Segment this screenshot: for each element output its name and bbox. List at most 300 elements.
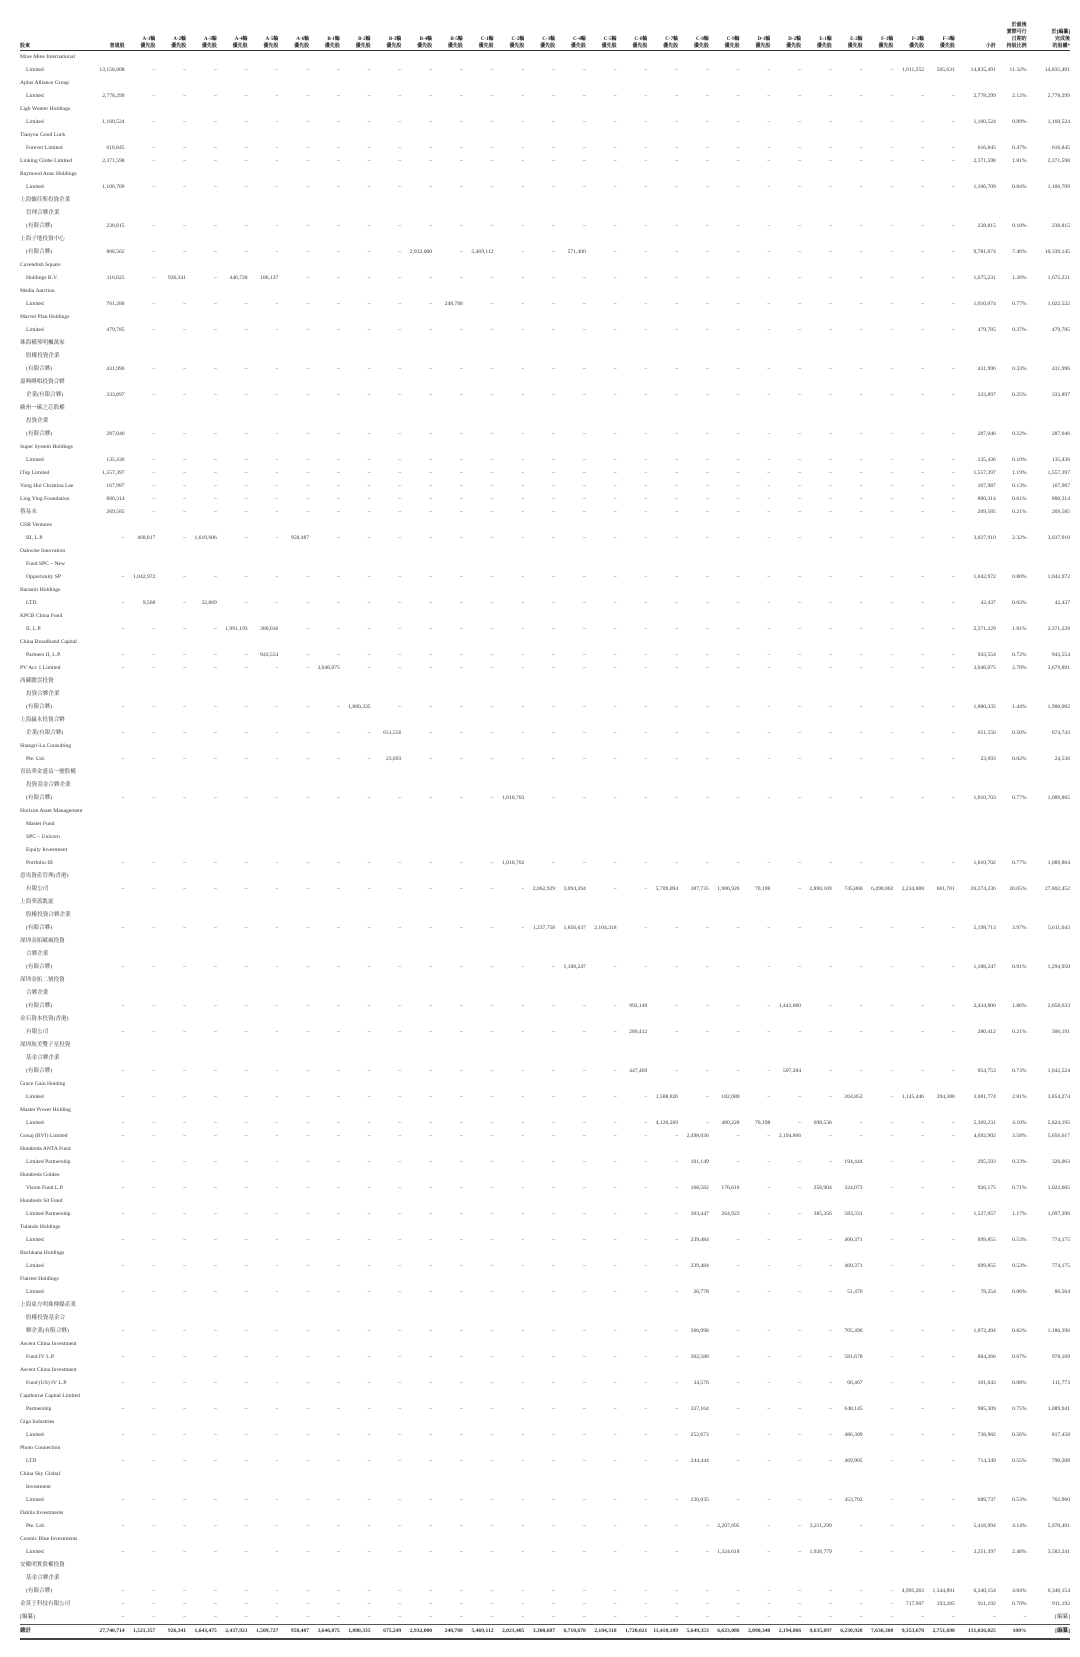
table-cell (401, 1273, 432, 1286)
table-cell: – (398, 470, 402, 476)
table-cell (217, 168, 248, 181)
table-cell (617, 1364, 648, 1377)
table-cell: – (429, 431, 433, 437)
table-cell (955, 194, 996, 207)
table-cell (1027, 610, 1070, 623)
table-cell (832, 129, 863, 142)
table-cell: – (214, 1549, 217, 1555)
shareholder-name: China Sky Global (20, 1471, 61, 1477)
table-cell (617, 974, 648, 987)
table-cell (678, 545, 709, 558)
table-cell (1027, 1338, 1070, 1351)
table-cell: – (552, 535, 556, 541)
table-cell: – (952, 860, 955, 866)
shareholder-name: Limited (26, 184, 44, 190)
table-cell (678, 1039, 709, 1052)
table-cell (863, 1416, 894, 1429)
table-cell (955, 1078, 996, 1091)
table-cell (248, 1169, 279, 1182)
table-cell (955, 1221, 996, 1234)
table-cell: 1,557,397 (102, 470, 125, 476)
table-cell (463, 1312, 494, 1325)
table-cell: – (798, 1601, 802, 1607)
column-header: C-2輪 優先股 (509, 37, 525, 49)
table-cell (1027, 103, 1070, 116)
table-cell: – (398, 119, 402, 125)
table-cell: – (521, 1497, 525, 1503)
table-cell (125, 519, 156, 532)
table-cell (863, 376, 894, 389)
table-cell: – (367, 223, 371, 229)
table-row (20, 155, 1070, 168)
table-cell (186, 1039, 217, 1052)
table-cell (863, 1364, 894, 1377)
table-cell (401, 636, 432, 649)
table-cell (924, 818, 955, 831)
table-cell (740, 415, 771, 428)
table-cell (494, 1559, 525, 1572)
table-cell: – (706, 574, 709, 580)
table-cell: – (214, 1211, 217, 1217)
table-cell: – (367, 1523, 371, 1529)
table-cell (155, 610, 186, 623)
table-cell: – (306, 626, 310, 632)
table-cell (463, 636, 494, 649)
table-cell (647, 194, 678, 207)
table-cell: – (337, 1263, 340, 1269)
table-cell: – (244, 1289, 248, 1295)
table-cell: – (244, 1523, 248, 1529)
table-cell (248, 1273, 279, 1286)
table-cell (801, 558, 832, 571)
table-cell: – (552, 574, 556, 580)
table-cell (309, 402, 340, 415)
table-cell: – (736, 704, 740, 710)
table-cell (432, 909, 463, 922)
table-cell (801, 1507, 832, 1520)
table-cell (678, 168, 709, 181)
table-cell (309, 350, 340, 363)
table-cell (309, 1039, 340, 1052)
table-cell: – (275, 1523, 279, 1529)
table-cell (832, 1416, 863, 1429)
table-cell: – (275, 67, 279, 73)
table-cell: – (736, 158, 740, 164)
table-cell (494, 1533, 525, 1546)
table-cell: 66,467 (847, 1380, 863, 1386)
table-cell: – (152, 1458, 156, 1464)
table-cell (801, 909, 832, 922)
table-cell (678, 233, 709, 246)
table-cell (647, 805, 678, 818)
table-cell: – (644, 1406, 648, 1412)
table-cell (770, 831, 801, 844)
table-cell: – (613, 1185, 617, 1191)
table-cell: – (829, 626, 832, 632)
table-cell: 2,371,598 (973, 158, 996, 164)
table-cell: – (736, 1237, 740, 1243)
table-cell: – (552, 600, 556, 606)
table-cell: 387,735 (690, 886, 709, 892)
table-cell: – (429, 93, 433, 99)
table-cell (340, 1195, 371, 1208)
table-cell (248, 207, 279, 220)
table-cell (832, 1390, 863, 1403)
table-cell (248, 376, 279, 389)
table-cell (647, 779, 678, 792)
table-cell (832, 1169, 863, 1182)
table-cell: – (767, 392, 771, 398)
table-row (20, 792, 1070, 805)
table-cell (371, 1312, 402, 1325)
table-cell (709, 51, 740, 65)
table-cell: – (152, 184, 156, 190)
table-cell (340, 636, 371, 649)
table-cell (340, 1481, 371, 1494)
table-cell (617, 779, 648, 792)
table-cell (248, 974, 279, 987)
table-cell: 167,987 (1051, 483, 1070, 489)
table-cell (463, 896, 494, 909)
table-cell: – (337, 1588, 340, 1594)
table-cell: 648,145 (844, 1406, 863, 1412)
table-cell: – (244, 730, 248, 736)
table-cell: 1,344,891 (932, 1588, 955, 1594)
table-cell (401, 376, 432, 389)
table-cell (770, 675, 801, 688)
table-cell: – (214, 756, 217, 762)
table-row (20, 1312, 1070, 1325)
table-cell (801, 259, 832, 272)
table-cell: – (767, 1328, 771, 1334)
table-cell: – (183, 496, 187, 502)
table-cell: – (583, 1289, 586, 1295)
table-cell: – (337, 535, 340, 541)
table-cell: – (921, 1185, 925, 1191)
table-cell (586, 1468, 617, 1481)
table-cell (617, 1312, 648, 1325)
table-cell (278, 1273, 309, 1286)
table-cell: 1,588,826 (655, 1094, 679, 1100)
table-cell: – (337, 1328, 340, 1334)
shareholder-name: Limited (26, 1120, 44, 1126)
table-cell (155, 831, 186, 844)
table-cell: – (152, 886, 156, 892)
table-cell (555, 1078, 586, 1091)
table-cell (371, 1572, 402, 1585)
table-cell (893, 1442, 924, 1455)
table-cell: – (829, 1159, 832, 1165)
table-cell: 135,436 (977, 457, 996, 463)
table-cell: – (367, 574, 371, 580)
table-cell: – (644, 431, 648, 437)
table-cell (770, 1312, 801, 1325)
table-cell (278, 688, 309, 701)
table-cell (186, 896, 217, 909)
table-cell (893, 909, 924, 922)
table-cell: 3,681,774 (973, 1094, 996, 1100)
table-cell (709, 1390, 740, 1403)
table-cell (524, 1416, 555, 1429)
table-cell: – (429, 795, 433, 801)
table-cell (770, 350, 801, 363)
table-cell: – (306, 925, 310, 931)
table-cell (340, 194, 371, 207)
table-cell (863, 77, 894, 90)
table-cell (248, 51, 279, 65)
table-cell (340, 350, 371, 363)
table-cell (647, 1312, 678, 1325)
table-cell (996, 558, 1027, 571)
table-cell (996, 51, 1027, 65)
table-cell: – (429, 730, 433, 736)
table-cell (155, 376, 186, 389)
table-cell: – (275, 1588, 279, 1594)
table-cell: – (367, 366, 371, 372)
table-cell (996, 1312, 1027, 1325)
table-cell: – (367, 1601, 371, 1607)
table-cell: – (244, 431, 248, 437)
table-cell (278, 1299, 309, 1312)
table-cell (432, 402, 463, 415)
table-cell: – (521, 93, 525, 99)
table-cell (555, 1052, 586, 1065)
table-cell (340, 688, 371, 701)
table-cell (432, 194, 463, 207)
table-cell (555, 1559, 586, 1572)
table-cell: – (675, 470, 679, 476)
table-cell: – (337, 1211, 340, 1217)
table-cell (463, 376, 494, 389)
table-cell: – (214, 145, 217, 151)
table-cell (863, 558, 894, 571)
table-cell (125, 51, 156, 65)
table-cell (494, 714, 525, 727)
table-cell: – (275, 457, 279, 463)
table-cell (770, 896, 801, 909)
table-cell: – (214, 964, 217, 970)
table-cell: – (183, 795, 187, 801)
table-cell (893, 1013, 924, 1026)
shareholder-name: Ascent China Investment (20, 1367, 77, 1373)
table-cell: – (521, 1328, 525, 1334)
table-cell: – (921, 1380, 925, 1386)
table-cell (678, 636, 709, 649)
table-cell (1027, 285, 1070, 298)
table-cell: – (583, 93, 586, 99)
table-cell (401, 1299, 432, 1312)
table-cell: – (644, 223, 648, 229)
table-cell: – (552, 275, 556, 281)
table-cell (94, 1195, 125, 1208)
table-cell (463, 1481, 494, 1494)
table-cell (955, 1104, 996, 1117)
table-cell (678, 207, 709, 220)
table-cell (524, 636, 555, 649)
table-cell (740, 740, 771, 753)
table-cell (371, 1169, 402, 1182)
table-cell (832, 194, 863, 207)
table-cell (647, 337, 678, 350)
table-cell (832, 350, 863, 363)
table-cell: – (613, 665, 617, 671)
table-cell: – (521, 730, 525, 736)
table-cell: – (460, 67, 463, 73)
table-cell (740, 350, 771, 363)
table-cell: – (736, 600, 740, 606)
table-cell (955, 350, 996, 363)
table-cell: – (521, 756, 525, 762)
table-cell: – (244, 1458, 248, 1464)
table-cell: 1,880,335 (340, 1625, 371, 1640)
table-cell: – (644, 1289, 648, 1295)
table-cell (617, 1221, 648, 1234)
table-cell (863, 1039, 894, 1052)
table-cell (432, 896, 463, 909)
table-cell (647, 519, 678, 532)
table-cell: – (337, 509, 340, 515)
table-cell: 674,743 (1051, 730, 1070, 736)
table-cell: – (952, 496, 955, 502)
table-cell (494, 766, 525, 779)
table-cell (924, 1169, 955, 1182)
table-cell (555, 545, 586, 558)
table-cell: – (859, 67, 863, 73)
table-cell (647, 909, 678, 922)
table-cell (371, 1143, 402, 1156)
table-cell (770, 1052, 801, 1065)
table-cell (770, 1481, 801, 1494)
table-cell (340, 545, 371, 558)
table-cell: – (706, 1068, 709, 1074)
table-cell (740, 636, 771, 649)
table-cell (955, 779, 996, 792)
column-header: A-2輪 優先股 (171, 37, 187, 49)
table-cell (647, 1533, 678, 1546)
table-cell (832, 285, 863, 298)
table-cell (863, 896, 894, 909)
table-cell: 20.05% (1009, 886, 1027, 892)
shareholder-name: Gonaj (BVI) Limited (20, 1133, 68, 1139)
table-cell: – (214, 1003, 217, 1009)
table-cell: – (736, 1601, 740, 1607)
table-cell (401, 51, 432, 65)
table-cell: – (244, 249, 248, 255)
table-cell: – (829, 301, 832, 307)
table-cell: 2,194,866 (778, 1133, 802, 1139)
table-cell (678, 1572, 709, 1585)
table-cell: – (214, 249, 217, 255)
table-cell: – (644, 860, 648, 866)
table-cell: 2,234,808 (901, 886, 925, 892)
table-cell: 460,371 (844, 1237, 863, 1243)
table-cell (863, 870, 894, 883)
table-cell (924, 1533, 955, 1546)
table-cell: – (829, 795, 832, 801)
table-cell: – (460, 1380, 463, 1386)
table-cell: – (214, 574, 217, 580)
table-cell (709, 1273, 740, 1286)
table-cell (801, 948, 832, 961)
table-cell (617, 688, 648, 701)
table-cell (770, 51, 801, 65)
table-cell (524, 688, 555, 701)
table-cell (155, 1468, 186, 1481)
table-cell: – (706, 145, 709, 151)
table-cell: – (398, 535, 402, 541)
table-cell: 954,753 (977, 1068, 996, 1074)
table-cell: – (275, 184, 279, 190)
table-cell: – (952, 158, 955, 164)
table-cell: – (890, 1601, 894, 1607)
table-cell (770, 1533, 801, 1546)
table-cell: – (460, 1406, 463, 1412)
table-cell: – (244, 535, 248, 541)
table-cell (709, 1195, 740, 1208)
table-cell: – (460, 626, 463, 632)
table-cell: 0.03% (1012, 600, 1027, 606)
table-cell (617, 441, 648, 454)
table-cell (770, 441, 801, 454)
table-cell (955, 766, 996, 779)
table-cell: 0.25% (1012, 392, 1027, 398)
table-row (20, 1208, 1070, 1221)
table-cell (125, 1169, 156, 1182)
table-cell (586, 1338, 617, 1351)
table-cell: – (859, 366, 863, 372)
table-cell (401, 584, 432, 597)
table-cell: – (214, 652, 217, 658)
table-cell: – (490, 535, 494, 541)
table-cell: – (521, 457, 525, 463)
table-cell: – (183, 327, 187, 333)
table-cell: – (460, 1133, 463, 1139)
table-cell (740, 168, 771, 181)
table-cell (1027, 441, 1070, 454)
table-cell (278, 1338, 309, 1351)
table-cell: – (183, 457, 187, 463)
table-row (20, 1247, 1070, 1260)
table-cell: – (460, 1029, 463, 1035)
table-cell (996, 545, 1027, 558)
table-cell (955, 1169, 996, 1182)
table-cell (524, 1468, 555, 1481)
shareholder-name: Fund IV L.P. (26, 1354, 55, 1360)
table-cell: 943,554 (260, 652, 279, 658)
table-cell: 705,496 (844, 1328, 863, 1334)
table-cell (555, 805, 586, 818)
table-cell: – (890, 1354, 894, 1360)
table-cell: – (429, 1497, 433, 1503)
table-cell (524, 1052, 555, 1065)
table-cell: – (767, 795, 771, 801)
table-cell: – (337, 886, 340, 892)
table-cell: – (398, 1458, 402, 1464)
table-cell: – (337, 496, 340, 502)
table-cell: 2.81% (1012, 1094, 1027, 1100)
table-cell: – (613, 1133, 617, 1139)
table-cell: – (644, 184, 648, 190)
shareholder-name: III, L.P. (26, 535, 44, 541)
column-header: E-1輪 優先股 (816, 37, 832, 49)
table-cell (893, 168, 924, 181)
table-cell: – (490, 964, 494, 970)
table-cell: – (613, 457, 617, 463)
table-cell (248, 636, 279, 649)
table-cell (555, 1390, 586, 1403)
table-cell: – (337, 1159, 340, 1165)
table-cell (801, 337, 832, 350)
